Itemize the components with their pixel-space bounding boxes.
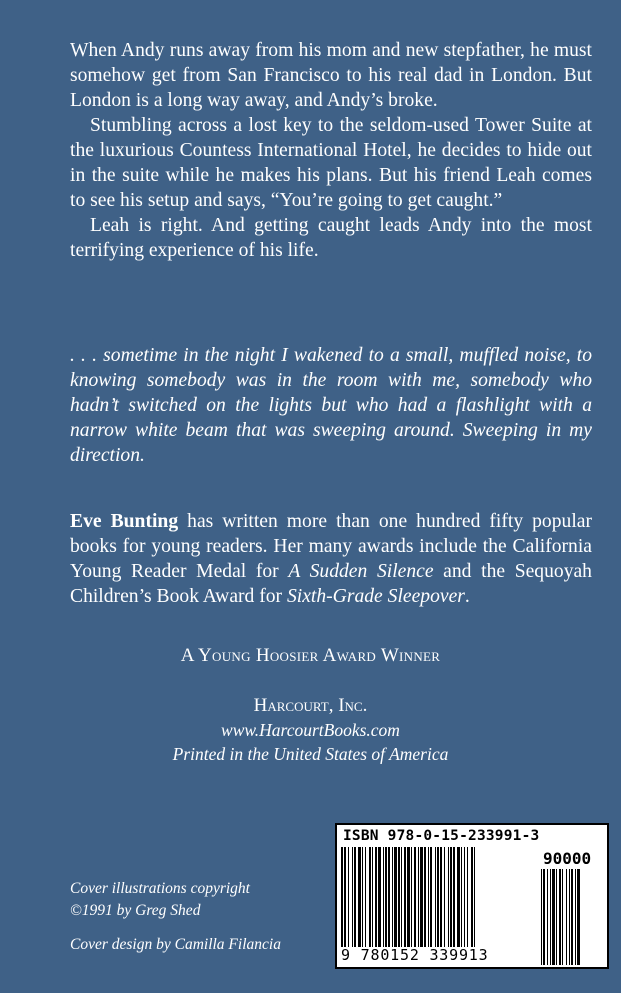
ean-digits: 9 780152 339913 xyxy=(341,946,489,964)
design-credit: Cover design by Camilla Filancia xyxy=(70,936,281,953)
author-bio xyxy=(70,509,592,609)
publisher-block xyxy=(0,694,621,766)
bio-text: has written more than one hundred fifty popular books for young readers. Her many awards include the California Young Reader Medal for xyxy=(70,511,592,582)
book-title: A Sudden Silence xyxy=(288,561,434,582)
book-excerpt: . . . sometime in the night I wakened to a small, muffled noise, to knowing somebody was in the room with me, somebody who hadn’t switched on the lights but who had a flashlight with a narrow white beam that was sweeping around. Sweeping in my direction. xyxy=(70,345,592,466)
award-line: A Young Hoosier Award Winner xyxy=(180,645,441,666)
bio-text: . xyxy=(464,586,470,607)
book-blurb xyxy=(70,38,592,263)
book-title: Sixth-Grade Sleepover xyxy=(286,586,465,607)
blurb-paragraph: Leah is right. And getting caught leads Andy into the most terrifying experience of his life. xyxy=(70,215,592,261)
barcode-addon-bars xyxy=(541,869,603,965)
author-name: Eve Bunting xyxy=(70,511,179,532)
barcode xyxy=(335,823,609,969)
price-code: 90000 xyxy=(543,849,592,868)
barcode-bars xyxy=(341,847,533,947)
isbn-label: ISBN 978-0-15-233991-3 xyxy=(343,828,540,844)
publisher-url: www.HarcourtBooks.com xyxy=(221,720,400,740)
illustration-credit: ©1991 by Greg Shed xyxy=(70,902,201,919)
publisher-name: Harcourt, Inc. xyxy=(253,695,368,716)
cover-credits xyxy=(70,878,330,956)
blurb-paragraph: Stumbling across a lost key to the seldom-used Tower Suite at the luxurious Countess International Hotel, he decides to hide out in the suite while he makes his plans. But his friend Leah comes to see his setup and says, “You’re going to get caught.” xyxy=(70,115,592,211)
printed-in: Printed in the United States of America xyxy=(172,744,449,764)
illustration-credit: Cover illustrations copyright xyxy=(70,880,250,897)
bio-text: and the Sequoyah Children’s Book Award for xyxy=(70,561,592,607)
blurb-paragraph: When Andy runs away from his mom and new stepfather, he must somehow get from San Francisco to his real dad in London. But London is a long way away, and Andy’s broke. xyxy=(70,40,592,111)
